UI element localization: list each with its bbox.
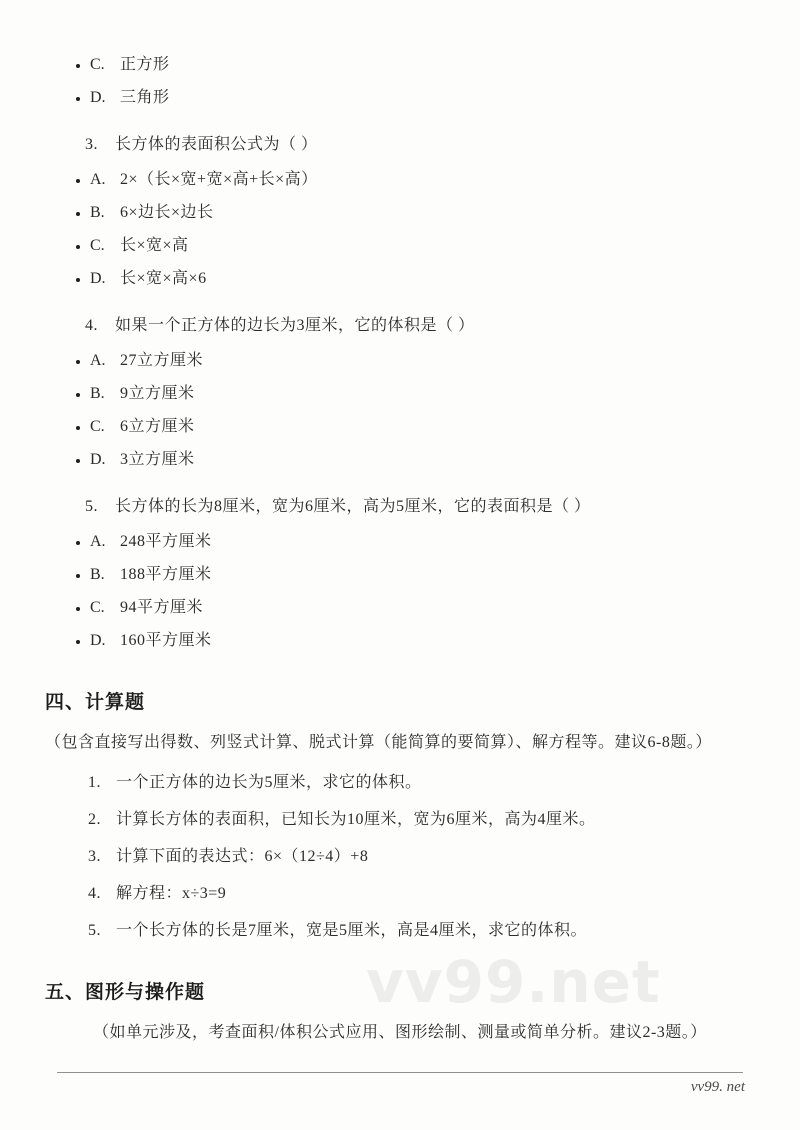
option-letter: A. [90, 352, 106, 369]
option-text: 188平方厘米 [120, 566, 212, 583]
option-text: 6立方厘米 [120, 418, 195, 435]
option-item [90, 565, 800, 585]
option-text: 9立方厘米 [120, 385, 195, 402]
question-text: 长方体的表面积公式为（ ） [115, 136, 318, 153]
item-text: 计算下面的表达式：6×（12÷4）+8 [116, 848, 369, 865]
option-letter: B. [90, 385, 105, 402]
option-letter: C. [90, 599, 105, 616]
question-5 [85, 497, 800, 517]
option-letter: D. [90, 451, 106, 468]
option-item [90, 417, 800, 437]
section-note-calculation: （包含直接写出得数、列竖式计算、脱式计算（能简算的要简算）、解方程等。建议6-8题。） [45, 734, 712, 751]
question-3 [85, 135, 800, 155]
calc-item-4 [88, 884, 800, 904]
option-text: 2×（长×宽+宽×高+长×高） [120, 171, 318, 188]
option-item [90, 269, 800, 289]
item-number: 4. [88, 885, 101, 902]
option-letter: D. [90, 89, 106, 106]
option-text: 160平方厘米 [120, 632, 212, 649]
option-item [90, 631, 800, 651]
options-list-q2 [90, 55, 800, 108]
footer-divider [57, 1072, 743, 1073]
option-item [90, 55, 800, 75]
section-heading-calculation: 四、计算题 [45, 692, 146, 713]
question-number: 3. [85, 136, 98, 153]
option-item [90, 450, 800, 470]
footer-site-text: vv99. net [690, 1079, 745, 1095]
section-note-shapes: （如单元涉及，考查面积/体积公式应用、图形绘制、测量或简单分析。建议2-3题。） [93, 1024, 707, 1041]
option-text: 正方形 [120, 56, 170, 73]
item-text: 一个长方体的长是7厘米，宽是5厘米，高是4厘米，求它的体积。 [116, 922, 588, 939]
section-heading-shapes: 五、图形与操作题 [45, 982, 206, 1003]
option-letter: C. [90, 56, 105, 73]
question-number: 5. [85, 498, 98, 515]
calculation-items [0, 773, 800, 941]
option-text: 三角形 [120, 89, 170, 106]
option-letter: B. [90, 204, 105, 221]
calc-item-5 [88, 921, 800, 941]
option-text: 248平方厘米 [120, 533, 212, 550]
item-text: 计算长方体的表面积，已知长为10厘米，宽为6厘米，高为4厘米。 [116, 811, 596, 828]
option-item [90, 598, 800, 618]
question-text: 长方体的长为8厘米，宽为6厘米，高为5厘米，它的表面积是（ ） [115, 498, 591, 515]
option-text: 3立方厘米 [120, 451, 195, 468]
option-letter: A. [90, 171, 106, 188]
item-number: 2. [88, 811, 101, 828]
calc-item-2 [88, 810, 800, 830]
calc-item-3 [88, 847, 800, 867]
option-text: 27立方厘米 [120, 352, 204, 369]
option-letter: A. [90, 533, 106, 550]
item-number: 5. [88, 922, 101, 939]
watermark-text: vv99.net [366, 948, 661, 1016]
option-letter: D. [90, 270, 106, 287]
option-item [90, 88, 800, 108]
options-list-q4 [90, 351, 800, 470]
question-number: 4. [85, 317, 98, 334]
options-list-q3 [90, 170, 800, 289]
question-4 [85, 316, 800, 336]
option-item [90, 532, 800, 552]
item-number: 3. [88, 848, 101, 865]
option-text: 长×宽×高 [120, 237, 189, 254]
question-text: 如果一个正方体的边长为3厘米，它的体积是（ ） [115, 317, 475, 334]
option-text: 94平方厘米 [120, 599, 204, 616]
option-letter: D. [90, 632, 106, 649]
item-number: 1. [88, 774, 101, 791]
item-text: 解方程：x÷3=9 [116, 885, 227, 902]
options-list-q5 [90, 532, 800, 651]
option-text: 6×边长×边长 [120, 204, 214, 221]
option-letter: C. [90, 418, 105, 435]
option-letter: C. [90, 237, 105, 254]
option-item [90, 236, 800, 256]
option-letter: B. [90, 566, 105, 583]
calc-item-1 [88, 773, 800, 793]
item-text: 一个正方体的边长为5厘米，求它的体积。 [116, 774, 422, 791]
option-item [90, 170, 800, 190]
page-footer [0, 1072, 800, 1097]
option-item [90, 384, 800, 404]
option-item [90, 203, 800, 223]
option-text: 长×宽×高×6 [120, 270, 207, 287]
option-item [90, 351, 800, 371]
